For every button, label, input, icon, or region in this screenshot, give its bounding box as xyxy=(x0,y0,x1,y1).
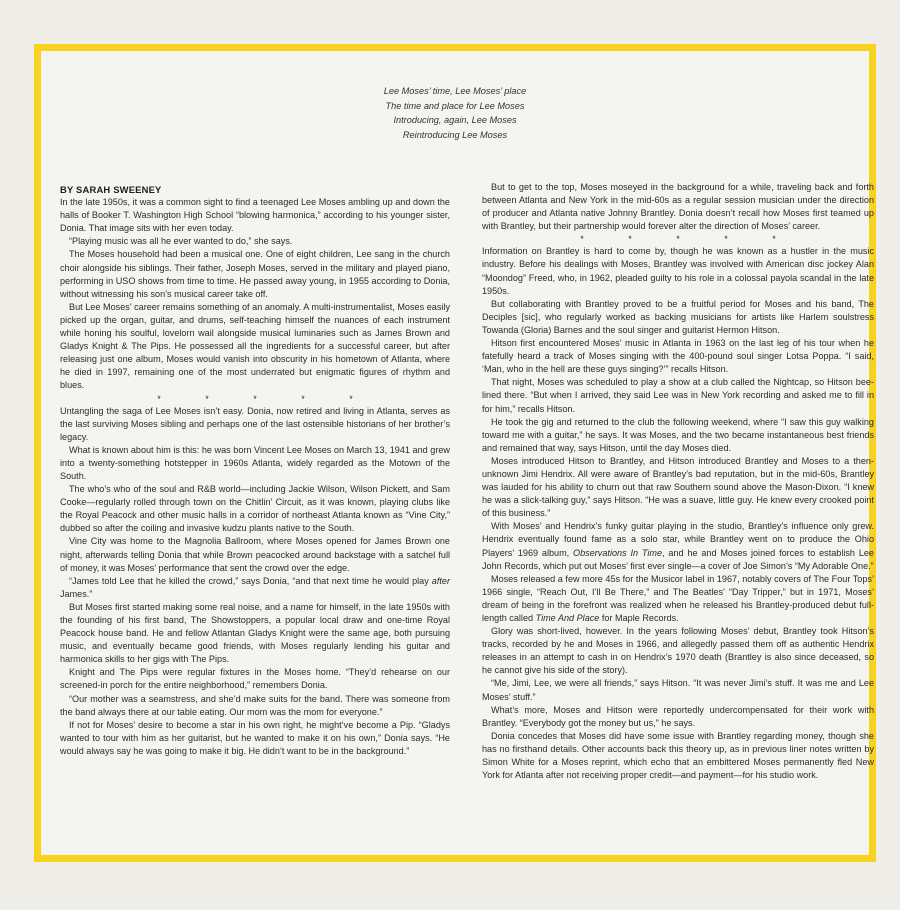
paragraph: He took the gig and returned to the club the following weekend, where “I saw this guy walking toward me with a guitar,” he says. It was Moses, and the two became instantaneous best friends and remained that way, says Hitson, until the day Moses died. xyxy=(482,416,874,453)
section-separator xyxy=(60,394,450,405)
italic-text: Observations In Time xyxy=(573,547,663,558)
paragraph: “Me, Jimi, Lee, we were all friends,” says Hitson. “It was never Jimi’s stuff. It was me and Lee Moses’ stuff.” xyxy=(482,678,874,702)
paragraph: That night, Moses was scheduled to play a show at a club called the Nightcap, so Hitson bee-lined there. “But when I arrived, they said Lee was in New York recording and asked me to fill in for him,” recalls Hitson. xyxy=(482,377,874,414)
paragraph xyxy=(482,573,874,625)
separator-star: * xyxy=(628,234,632,245)
epigraph xyxy=(41,84,869,142)
separator-star: * xyxy=(724,234,728,245)
text-run: Moses released a few more 45s for the Musicor label in 1967, notably covers of The Four Tops’ 1966 single, “Reach Out, I’ll Be There,” and The Beatles’ “Day Tripper,” but in 1971, Moses’ dream of being in the forefront was realized when he released his Brantley-produced debut full-length called xyxy=(482,573,874,623)
paragraph: If not for Moses’ desire to become a star in his own right, he might’ve become a Pip. “Gladys wanted to tour with him as her guitarist, but he wanted to make it on his own,” Donia says. “He would always say he was going to make it big. He didn’t want to be in the background.” xyxy=(60,719,450,756)
paragraph: Vine City was home to the Magnolia Ballroom, where Moses opened for James Brown one night, afterwards telling Donia that while Brown peacocked around backstage with a satchel full of money, it was Moses’ performance that sent the crowd over the edge. xyxy=(60,536,450,573)
separator-star: * xyxy=(349,393,353,404)
byline: BY SARAH SWEENEY xyxy=(60,184,162,195)
text-run: , and he and Moses joined forces to establish Lee John Records, which put out Moses’ first ever single—a cover of Joe Simon’s “My Adorable One.” xyxy=(482,547,874,571)
paragraph: “Playing music was all he ever wanted to do,” she says. xyxy=(69,236,293,247)
paragraph: The who’s who of the soul and R&B world—including Jackie Wilson, Wilson Pickett, and Sam Cooke—regularly rolled through town on the Chitlin’ Circuit, as it was known, playing clubs like the Royal Peacock and other music halls in a corridor of northeast Atlanta known as “Vine City,” dubbed so after the coiling and invasive kudzu plants native to the South. xyxy=(60,484,450,534)
text-run: “James told Lee that he killed the crowd,” says Donia, “and that next time he would play xyxy=(69,575,432,586)
paragraph: But Moses first started making some real noise, and a name for himself, in the late 1950s with the founding of his first band, The Showstoppers, a popular local draw and one-time Royal Peacock house band. He and fellow Atlantan Gladys Knight were the same age, both pursuing music, and eventually became good friends, with Moses regularly lending his guitar and harmonica skills to her gigs with The Pips. xyxy=(60,601,450,665)
italic-text: Time And Place xyxy=(535,613,600,623)
separator-star: * xyxy=(772,234,776,245)
separator-star: * xyxy=(205,393,209,404)
yellow-border-frame xyxy=(34,44,876,862)
paragraph: Information on Brantley is hard to come by, though he was known as a hustler in the music industry. Before his dealings with Moses, Brantley was involved with American disc jockey Alan “Moondog” Freed, who, in 1962, pleaded guilty to his role in a colossal payola scandal in the late 1950s. xyxy=(482,246,874,296)
right-column xyxy=(482,181,874,782)
separator-star: * xyxy=(676,234,680,245)
paragraph: Moses introduced Hitson to Brantley, and Hitson introduced Brantley and Moses to a then-unknown Jimi Hendrix. All were aware of Brantley’s bad reputation, but in the mid-60s, Brantley was lauded for his ability to churn out that raw Southern sound above the Mason-Dixon. “I knew he was a slick-talking guy,” says Hitson. “He was a suave, little guy. He knew every crooked point of this business.” xyxy=(482,455,874,519)
italic-text: after xyxy=(431,575,450,586)
separator-star: * xyxy=(253,393,257,404)
paragraph: What is known about him is this: he was born Vincent Lee Moses on March 13, 1941 and grew into a twenty-something hotstepper in 1960s Atlanta, widely regarded as the Motown of the South. xyxy=(60,444,450,481)
paragraph: The Moses household had been a musical one. One of eight children, Lee sang in the church choir alongside his siblings. Their father, Joseph Moses, served in the military and played piano, performing in USO shows from time to time. He passed away young, in 1955 according to Donia, without witnessing his son’s musical career take off. xyxy=(60,249,450,299)
paragraph: Hitson first encountered Moses’ music in Atlanta in 1963 on the last leg of his tour when he fatefully heard a track of Moses singing with the 400-pound soul singer Lotsa Poppa. “I said, ‘Man, who in the hell are these guys singing?’” recalls Hitson. xyxy=(482,338,874,375)
section-separator xyxy=(482,234,874,245)
paragraph: “Our mother was a seamstress, and she’d make suits for the band. There was someone from the band always there at our table eating. Our mom was the mom for everyone.” xyxy=(60,693,450,717)
text-run: With Moses’ and Hendrix’s funky guitar playing in the studio, Brantley’s influence only grew. Hendrix eventually found fame as a solo star, while Brantley went on to produce the Ohio Players’ 1969 album, xyxy=(482,521,874,558)
text-run: for Maple Records. xyxy=(599,613,679,623)
paragraph xyxy=(60,575,450,601)
separator-star: * xyxy=(301,393,305,404)
left-column xyxy=(60,183,450,758)
paragraph: Glory was short-lived, however. In the years following Moses’ debut, Brantley took Hitson’s tracks, recorded by he and Moses in 1966, and allegedly passed them off as authentic Hendrix releases in an attempt to cash in on Hendrix’s 1970 death (Brantley is also since deceased, so he cannot give his side of the story). xyxy=(482,626,874,676)
paragraph: What’s more, Moses and Hitson were reportedly undercompensated for their work with Brantley. “Everybody got the money but us,” he says. xyxy=(482,704,874,728)
epigraph-line: Introducing, again, Lee Moses xyxy=(393,115,517,125)
separator-star: * xyxy=(157,393,161,404)
paragraph: In the late 1950s, it was a common sight to find a teenaged Lee Moses ambling up and down the halls of Booker T. Washington High School “blowing harmonica,” according to his younger sister, Donia. That image sits with her even today. xyxy=(60,197,450,234)
text-run: James.” xyxy=(60,588,93,599)
paragraph: But Lee Moses’ career remains something of an anomaly. A multi-instrumentalist, Moses easily picked up the organ, guitar, and drums, self-teaching himself the nuances of each instrument while honing his soulful, lovelorn wail alongside musical luminaries such as James Brown and Gladys Knight & The Pips. He possessed all the ingredients for a successful career, but after releasing just one album, Moses would vanish into obscurity in his hometown of Atlanta, where he died in 1997, remaining one of the most underrated but enigmatic figures of rhythm and blues. xyxy=(60,301,450,391)
paragraph: Knight and The Pips were regular fixtures in the Moses home. “They’d rehearse on our screened-in porch for the entire neighborhood,” remembers Donia. xyxy=(60,667,450,691)
epigraph-line: Lee Moses’ time, Lee Moses’ place xyxy=(383,86,527,96)
paragraph: But to get to the top, Moses moseyed in the background for a while, traveling back and forth between Atlanta and New York in the mid-60s as a regular session musician under the direction of producer and Atlanta native Johnny Brantley. Donia doesn’t recall how Moses first teamed up with Brantley, but their partnership would forever alter the direction of Moses’ career. xyxy=(482,182,874,232)
separator-star: * xyxy=(580,234,584,245)
paragraph: But collaborating with Brantley proved to be a fruitful period for Moses and his band, The Deciples [sic], who regularly worked as backing musicians for artists like Harlem soulstress Towanda (Gloria) Barnes and the soul singer and guitarist Hermon Hitson. xyxy=(482,298,874,335)
paragraph: Untangling the saga of Lee Moses isn’t easy. Donia, now retired and living in Atlanta, serves as the last surviving Moses sibling and perhaps one of the last ostensible historians of her brother’s legacy. xyxy=(60,405,450,442)
epigraph-line: Reintroducing Lee Moses xyxy=(402,129,508,140)
paragraph xyxy=(482,520,874,572)
epigraph-line: The time and place for Lee Moses xyxy=(385,100,525,111)
paragraph: Donia concedes that Moses did have some issue with Brantley regarding money, though she has no firsthand details. Other accounts back this theory up, as in previous liner notes written by Simon White for a Moses reprint, which echo that an embittered Moses permanently fled New York for Atlanta after not receiving proper credit—and payment—for his studio work. xyxy=(482,730,874,781)
